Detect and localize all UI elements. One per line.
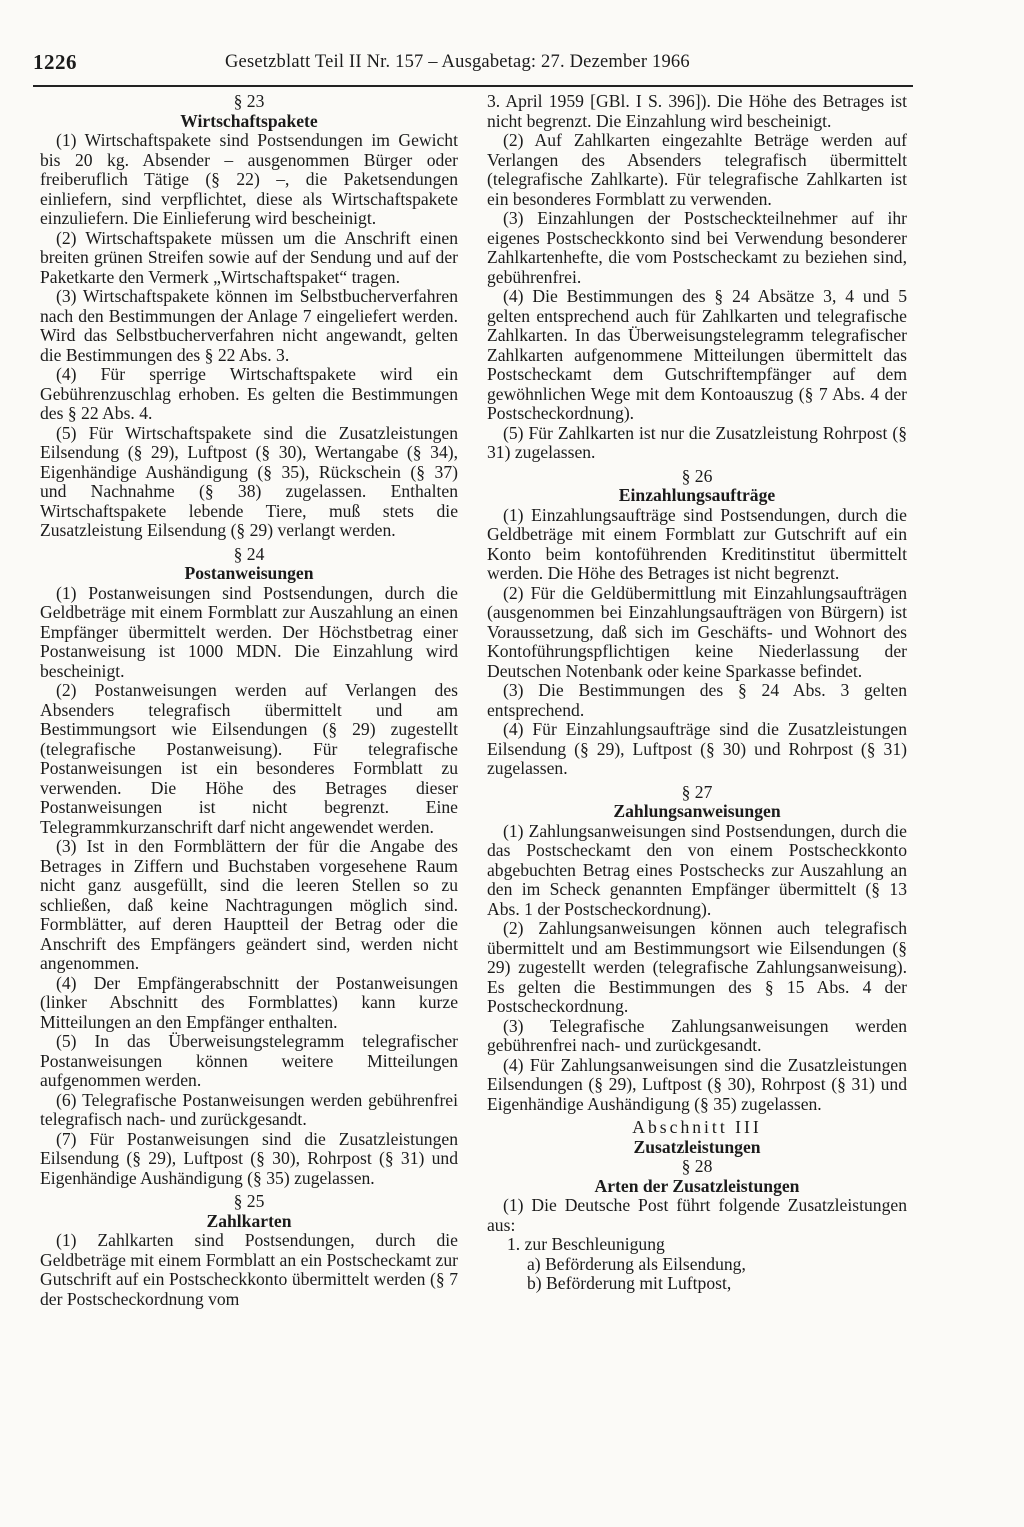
paragraph: (3) Einzahlungen der Postscheckteilnehmer auf ihr eigenes Postscheckkonto sind bei Verwendung besonderer Zahlkartenhefte, die vom Postscheckamt zu beziehen sind, gebührenfrei. [487,208,907,287]
section-number: § 24 [233,543,265,564]
right-column [487,92,907,1294]
paragraph: (2) Wirtschaftspakete müssen um die Anschrift einen breiten grünen Streifen sowie auf der Sendung und auf der Paketkarte den Vermerk „Wirtschaftspaket“ tragen. [40,227,458,287]
paragraph: (1) Die Deutsche Post führt folgende Zusatzleistungen aus: [487,1195,907,1235]
section-title: Arten der Zusatzleistungen [594,1175,800,1196]
paragraph: (5) Für Wirtschaftspakete sind die Zusatzleistungen Eilsendung (§ 29), Luftpost (§ 30), Wertangabe (§ 34), Eigenhändige Aushändigung (§ 35), Rückschein (§ 37) und Nachnahme (§ 38) zugelassen. Enthalten Wirtschaftspakete lebende Tiere, muß stets die Zusatzleistung Eilsendung (§ 29) verlangt werden. [40,422,458,540]
page-header [33,50,913,80]
section-number: § 23 [233,91,265,111]
left-column [40,92,458,1309]
section-title: Wirtschaftspakete [180,110,318,131]
section-title: Zahlungsanweisungen [613,801,781,821]
paragraph: (3) Ist in den Formblättern der für die Angabe des Betrages in Ziffern und Buchstaben vorgesehene Raum nicht ganz ausgefüllt, sind die leeren Stellen so zu schließen, daß keine Nachtragungen möglich sind. Formblätter, auf deren Hauptteil der Betrag oder die Anschrift des Empfängers geändert sind, werden nicht angenommen. [40,836,458,973]
paragraph: (3) Wirtschaftspakete können im Selbstbucherverfahren nach den Bestimmungen der Anlage 7 eingeliefert werden. Wird das Selbstbucherverfahren nicht angewandt, gelten die Bestimmungen des § 22 Abs. 3. [40,286,458,365]
list-item: b) Beförderung mit Luftpost, [527,1273,732,1293]
paragraph: (2) Postanweisungen werden auf Verlangen des Absenders telegrafisch übermittelt und am Bestimmungsort wie Eilsendungen (§ 29) zugestellt (telegrafische Postanweisung). Für telegrafische Postanweisungen ist ein besonderes Formblatt zu verwenden. Die Höhe des Betrages dieser Postanweisungen ist nicht begrenzt. Eine Telegrammkurzanschrift darf nicht angewendet werden. [40,680,458,837]
chapter-title: Zusatzleistungen [633,1136,761,1157]
paragraph: (1) Postanweisungen sind Postsendungen, durch die Geldbeträge mit einem Formblatt zur Auszahlung an einen Empfänger übermittelt werden. Der Höchstbetrag einer Postanweisung ist 1000 MDN. Die Einzahlung wird bescheinigt. [40,582,458,681]
paragraph: (3) Telegrafische Zahlungsanweisungen werden gebührenfrei nach- und zurückgesandt. [487,1015,907,1055]
section-number: § 26 [681,465,713,486]
page-number: 1226 [33,50,77,74]
paragraph: (2) Für die Geldübermittlung mit Einzahlungsaufträgen (ausgenommen bei Einzahlungsaufträgen von Bürgern) ist Voraussetzung, daß sich im Geschäfts- und Wohnort des Kontoführungspflichtigen keine Niederlassung der Deutschen Notenbank oder keine Sparkasse befindet. [487,582,907,681]
paragraph: (1) Einzahlungsaufträge sind Postsendungen, durch die Geldbeträge mit einem Formblatt zur Gutschrift auf ein Konto beim kontoführenden Kreditinstitut übermittelt werden. Die Höhe des Betrages ist nicht begrenzt. [487,504,907,583]
paragraph: (3) Die Bestimmungen des § 24 Abs. 3 gelten entsprechend. [487,680,907,720]
section-number: § 27 [681,781,713,802]
section-title: Einzahlungsaufträge [618,485,776,505]
paragraph: (1) Zahlungsanweisungen sind Postsendungen, durch die das Postscheckamt den von einem Postscheckkonto abgebuchten Betrag eines Postschecks zur Auszahlung an den im Scheck genannten Empfänger übermittelt (§ 13 Abs. 1 der Postscheckordnung). [487,820,907,919]
paragraph: (1) Wirtschaftspakete sind Postsendungen im Gewicht bis 20 kg. Absender – ausgenommen Bürger oder freiberuflich Tätige (§ 22) –, die Paketsendungen einliefern, sind verpflichtet, diese als Wirtschaftspakete einzuliefern. Die Einlieferung wird bescheinigt. [40,130,458,228]
paragraph: (4) Für sperrige Wirtschaftspakete wird ein Gebührenzuschlag erhoben. Es gelten die Bestimmungen des § 22 Abs. 4. [40,364,458,423]
paragraph: (4) Für Zahlungsanweisungen sind die Zusatzleistungen Eilsendungen (§ 29), Luftpost (§ 30), Rohrpost (§ 31) und Eigenhändige Aushändigung (§ 35) zugelassen. [487,1054,907,1114]
paragraph: (4) Der Empfängerabschnitt der Postanweisungen (linker Abschnitt des Formblattes) kann kurze Mitteilungen an den Empfänger enthalten. [40,972,458,1032]
paragraph: (1) Zahlkarten sind Postsendungen, durch die Geldbeträge mit einem Formblatt an ein Postscheckamt zur Gutschrift auf ein Postscheckkonto übermittelt werden (§ 7 der Postscheckordnung vom [40,1230,458,1309]
chapter-heading: Abschnitt III [632,1117,762,1137]
header-title: Gesetzblatt Teil II Nr. 157 – Ausgabetag: 27. Dezember 1966 [225,52,690,72]
paragraph-continuation: 3. April 1959 [GBl. I S. 396]). Die Höhe des Betrages ist nicht begrenzt. Die Einzahlung wird bescheinigt. [487,91,907,131]
section-number: § 25 [233,1191,265,1211]
header-rule [33,85,913,87]
paragraph: (6) Telegrafische Postanweisungen werden gebührenfrei telegrafisch nach- und zurückgesandt. [40,1089,458,1129]
paragraph: (4) Für Einzahlungsaufträge sind die Zusatzleistungen Eilsendung (§ 29), Luftpost (§ 30) und Rohrpost (§ 31) zugelassen. [487,719,907,778]
paragraph: (5) Für Zahlkarten ist nur die Zusatzleistung Rohrpost (§ 31) zugelassen. [487,422,907,462]
paragraph: (4) Die Bestimmungen des § 24 Absätze 3, 4 und 5 gelten entsprechend auch für Zahlkarten und telegrafische Zahlkarten. In das Überweisungstelegramm telegrafischer Zahlkarten aufgenommene Mitteilungen übermittelt das Postscheckamt dem Gutschriftempfänger auf dem gewöhnlichen Wege mit dem Kontoauszug (§ 7 Abs. 4 der Postscheckordnung). [487,286,907,423]
paragraph: (2) Zahlungsanweisungen können auch telegrafisch übermittelt und am Bestimmungsort wie Eilsendungen (§ 29) zugestellt werden (telegrafische Zahlungsanweisung). Es gelten die Bestimmungen des § 15 Abs. 4 der Postscheckordnung. [487,918,907,1016]
list-item: a) Beförderung als Eilsendung, [527,1253,746,1274]
paragraph: (2) Auf Zahlkarten eingezahlte Beträge werden auf Verlangen des Absenders telegrafisch übermittelt (telegrafische Zahlkarte). Für telegrafische Zahlkarten ist ein besonderes Formblatt zu verwenden. [487,130,907,209]
section-title: Zahlkarten [206,1210,292,1231]
section-number: § 28 [681,1156,713,1176]
section-title: Postanweisungen [184,563,314,583]
paragraph: (5) In das Überweisungstelegramm telegrafischer Postanweisungen können weitere Mitteilungen aufgenommen werden. [40,1031,458,1090]
paragraph: (7) Für Postanweisungen sind die Zusatzleistungen Eilsendung (§ 29), Luftpost (§ 30), Rohrpost (§ 31) und Eigenhändige Aushändigung (§ 35) zugelassen. [40,1128,458,1188]
list-item: 1. zur Beschleunigung [507,1234,665,1254]
